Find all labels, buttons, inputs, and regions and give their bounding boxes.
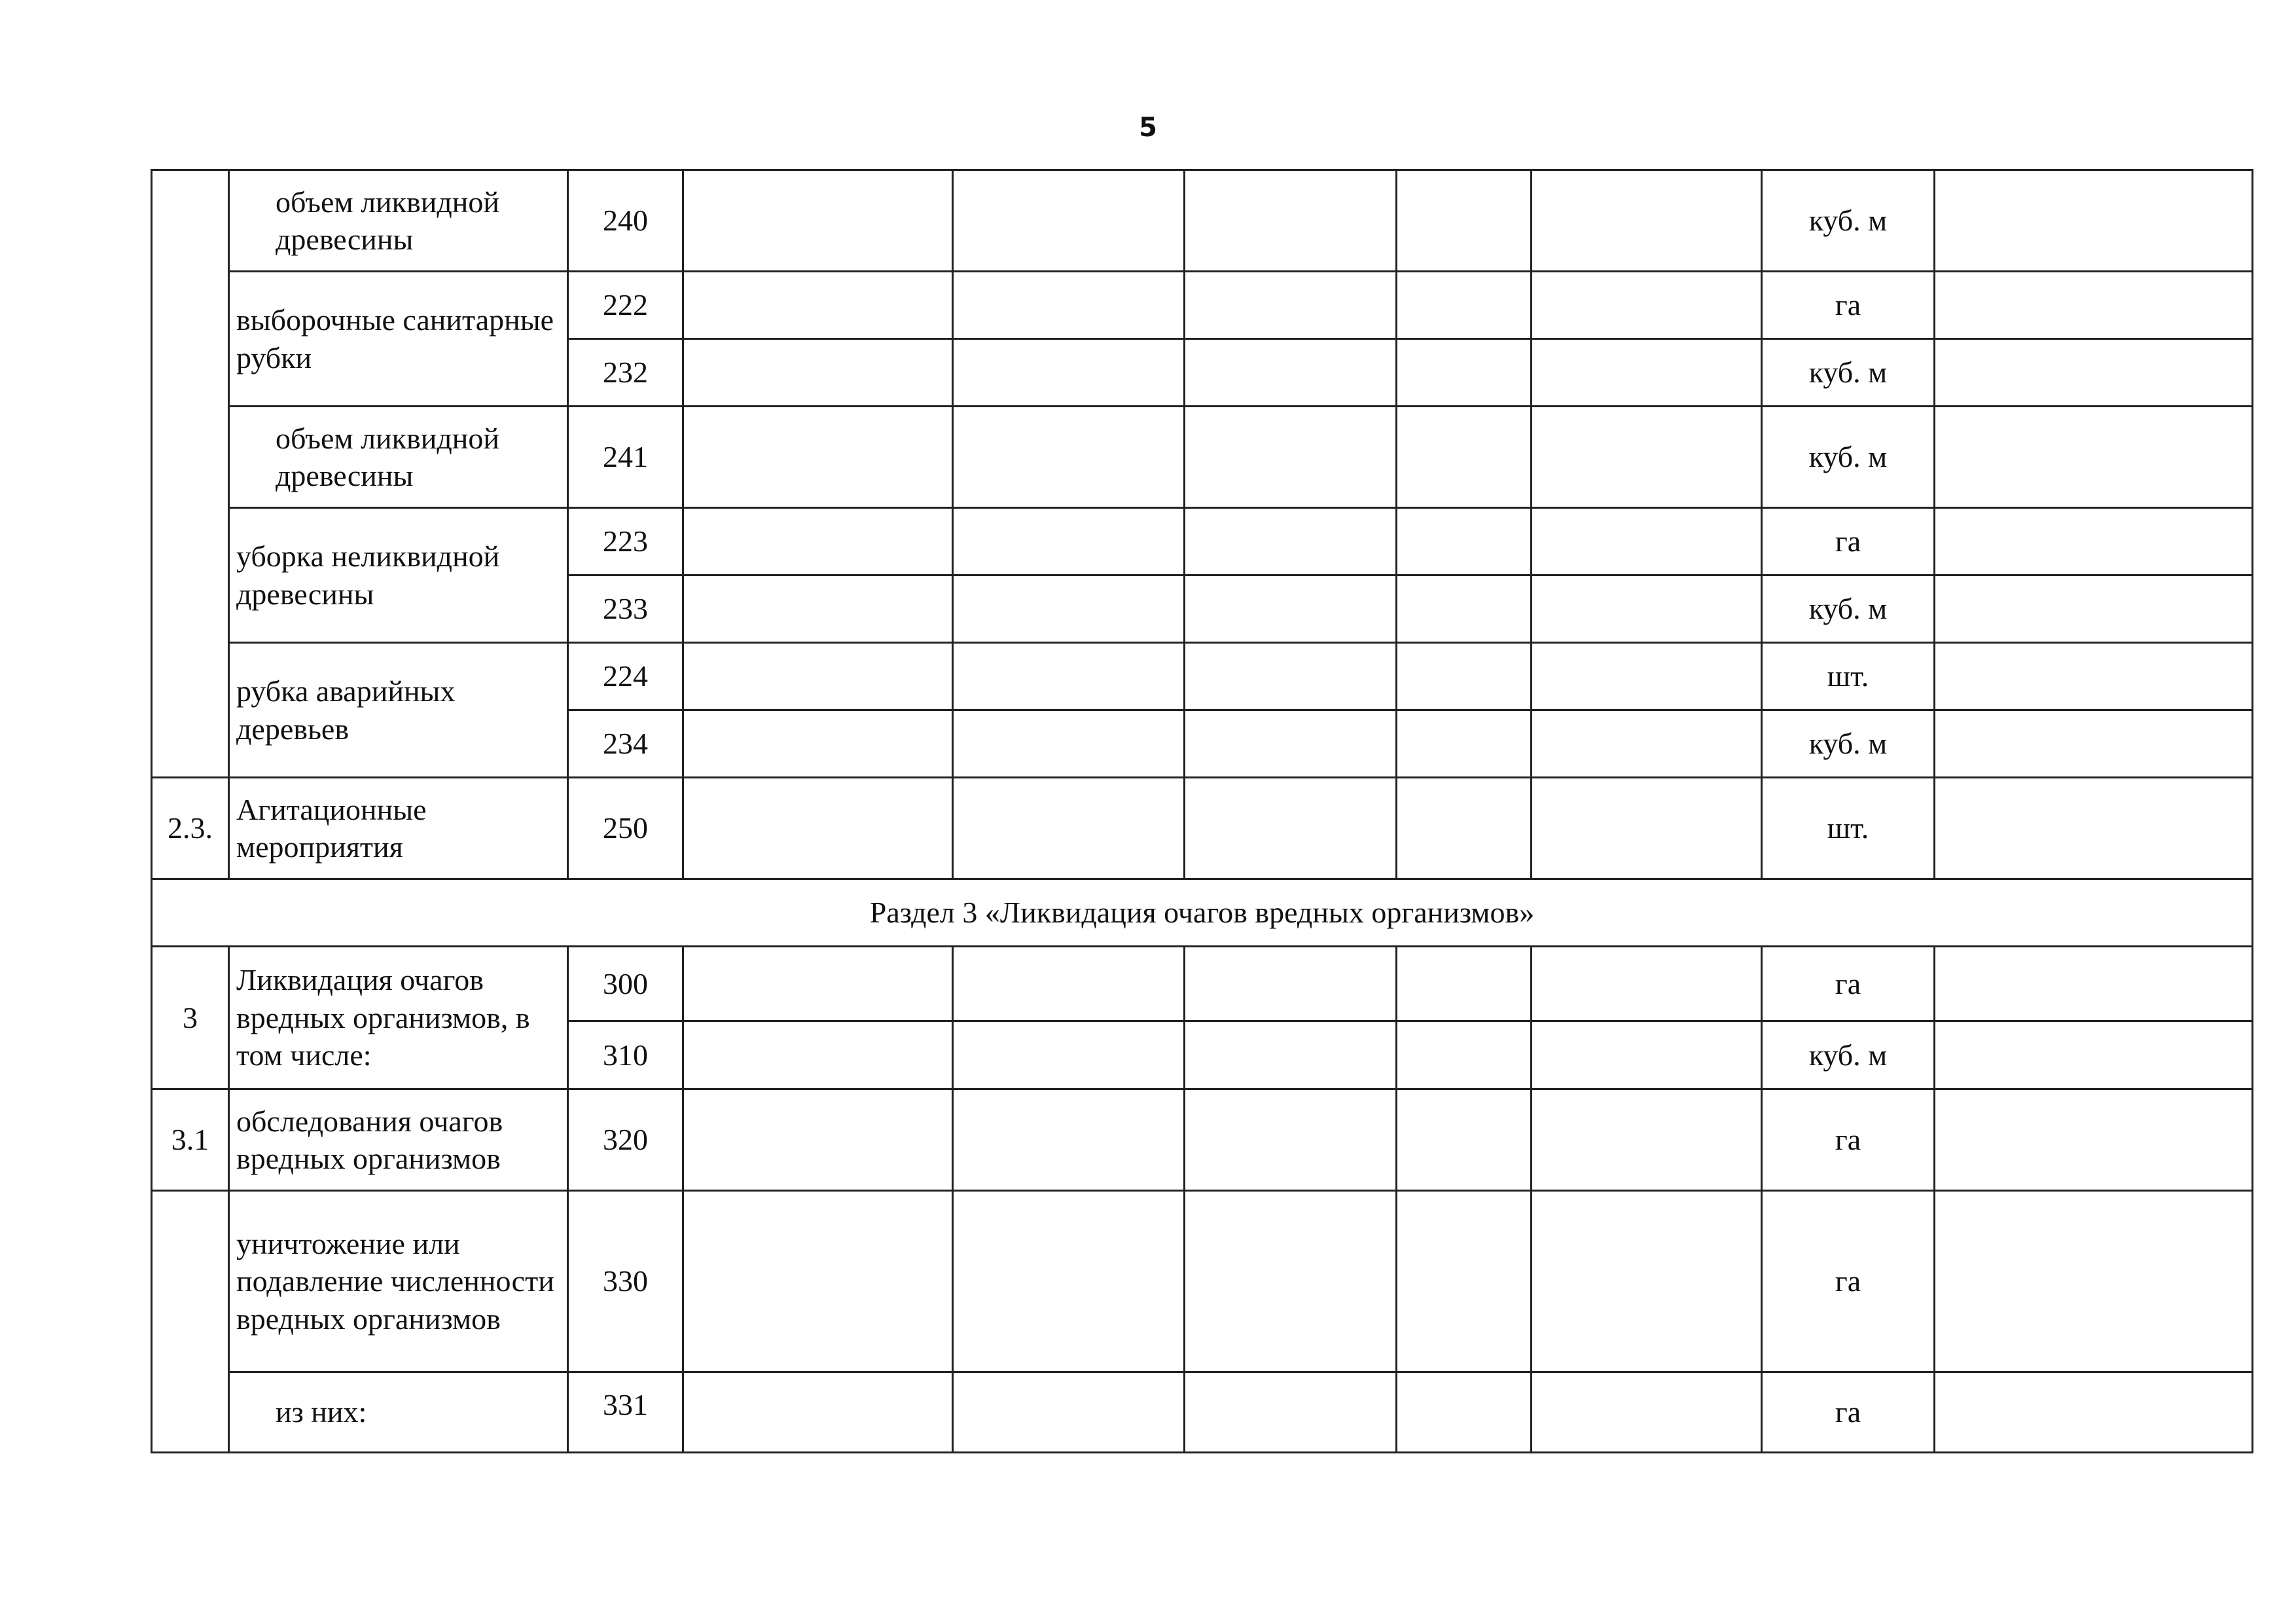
data-cell (953, 1089, 1185, 1191)
row-unit: куб. м (1762, 1021, 1935, 1089)
data-cell (683, 1191, 953, 1372)
row-number: 2.3. (152, 778, 229, 879)
row-name: из них: (229, 1372, 568, 1453)
row-code: 300 (568, 947, 683, 1021)
data-cell (1935, 643, 2253, 710)
section-title: Раздел 3 «Ликвидация очагов вредных организмов» (152, 879, 2253, 947)
row-code: 224 (568, 643, 683, 710)
data-cell (953, 1191, 1185, 1372)
report-table (151, 169, 2253, 1453)
data-cell (1935, 170, 2253, 272)
data-cell (953, 947, 1185, 1021)
data-cell (1185, 575, 1397, 643)
row-unit: га (1762, 1372, 1935, 1453)
data-cell (953, 1021, 1185, 1089)
row-code: 232 (568, 339, 683, 407)
data-cell (1185, 1089, 1397, 1191)
data-cell (683, 575, 953, 643)
data-cell (953, 339, 1185, 407)
data-cell (1935, 407, 2253, 508)
data-cell (1397, 339, 1532, 407)
data-cell (1397, 272, 1532, 339)
row-code: 240 (568, 170, 683, 272)
data-cell (1397, 1372, 1532, 1453)
table-row (152, 1191, 2253, 1372)
data-cell (1185, 508, 1397, 575)
row-name: объем ликвидной древесины (229, 170, 568, 272)
data-cell (953, 710, 1185, 778)
data-cell (683, 1089, 953, 1191)
row-unit: га (1762, 1191, 1935, 1372)
row-code: 234 (568, 710, 683, 778)
data-cell (1532, 272, 1762, 339)
data-cell (1397, 710, 1532, 778)
data-cell (1397, 575, 1532, 643)
data-cell (683, 643, 953, 710)
data-cell (953, 575, 1185, 643)
data-cell (1532, 1089, 1762, 1191)
data-cell (953, 643, 1185, 710)
data-cell (683, 1372, 953, 1453)
data-cell (1185, 1372, 1397, 1453)
data-cell (953, 272, 1185, 339)
row-unit: га (1762, 947, 1935, 1021)
row-name: выборочные санитарные рубки (229, 272, 568, 407)
data-cell (1935, 339, 2253, 407)
row-name: объем ликвидной древесины (229, 407, 568, 508)
table-row (152, 947, 2253, 1021)
data-cell (1185, 710, 1397, 778)
data-cell (683, 1021, 953, 1089)
data-cell (1532, 778, 1762, 879)
row-number-cell (152, 170, 229, 778)
data-cell (683, 710, 953, 778)
row-code: 241 (568, 407, 683, 508)
data-cell (1397, 1191, 1532, 1372)
table-row (152, 407, 2253, 508)
row-name: уничтожение или подавление численности вредных организмов (229, 1191, 568, 1372)
row-number: 3.1 (152, 1089, 229, 1191)
data-cell (1935, 710, 2253, 778)
row-name: рубка аварийных деревьев (229, 643, 568, 778)
data-cell (1935, 1089, 2253, 1191)
data-cell (1185, 947, 1397, 1021)
row-code: 331 (568, 1372, 683, 1453)
data-cell (683, 170, 953, 272)
data-cell (1185, 1191, 1397, 1372)
row-unit: шт. (1762, 643, 1935, 710)
data-cell (1532, 508, 1762, 575)
page-number: 5 (1139, 113, 1157, 143)
data-cell (1185, 778, 1397, 879)
data-cell (953, 508, 1185, 575)
data-cell (953, 778, 1185, 879)
row-unit: га (1762, 272, 1935, 339)
data-cell (683, 272, 953, 339)
row-name: Агитационные мероприятия (229, 778, 568, 879)
data-cell (683, 407, 953, 508)
row-code: 233 (568, 575, 683, 643)
row-unit: куб. м (1762, 575, 1935, 643)
section-header-row (152, 879, 2253, 947)
row-unit: куб. м (1762, 339, 1935, 407)
row-name: уборка неликвидной древесины (229, 508, 568, 643)
data-cell (1935, 1372, 2253, 1453)
data-cell (1532, 1191, 1762, 1372)
row-name: Ликвидация очагов вредных организмов, в том числе: (229, 947, 568, 1089)
data-cell (1532, 339, 1762, 407)
data-cell (683, 508, 953, 575)
table-row (152, 1089, 2253, 1191)
table-row (152, 508, 2253, 575)
data-cell (1532, 1021, 1762, 1089)
data-cell (1935, 508, 2253, 575)
row-unit: шт. (1762, 778, 1935, 879)
data-cell (1397, 1021, 1532, 1089)
data-cell (1532, 643, 1762, 710)
row-number-cell (152, 1191, 229, 1453)
row-unit: га (1762, 1089, 1935, 1191)
data-cell (1532, 575, 1762, 643)
data-cell (1532, 947, 1762, 1021)
data-cell (1185, 1021, 1397, 1089)
table-row (152, 272, 2253, 339)
data-cell (1397, 778, 1532, 879)
data-cell (1935, 575, 2253, 643)
data-cell (1185, 339, 1397, 407)
row-code: 223 (568, 508, 683, 575)
row-code: 222 (568, 272, 683, 339)
data-cell (1397, 407, 1532, 508)
table-row (152, 643, 2253, 710)
data-cell (1185, 170, 1397, 272)
data-cell (953, 407, 1185, 508)
data-cell (1532, 710, 1762, 778)
data-cell (1397, 1089, 1532, 1191)
table-row (152, 778, 2253, 879)
row-number: 3 (152, 947, 229, 1089)
row-code: 320 (568, 1089, 683, 1191)
data-cell (683, 778, 953, 879)
row-code: 250 (568, 778, 683, 879)
data-cell (1935, 947, 2253, 1021)
row-unit: га (1762, 508, 1935, 575)
data-cell (1532, 1372, 1762, 1453)
row-unit: куб. м (1762, 710, 1935, 778)
row-unit: куб. м (1762, 407, 1935, 508)
table-row (152, 170, 2253, 272)
data-cell (1532, 170, 1762, 272)
data-cell (1397, 170, 1532, 272)
data-cell (953, 1372, 1185, 1453)
data-cell (683, 339, 953, 407)
data-cell (1935, 1021, 2253, 1089)
data-cell (1185, 407, 1397, 508)
table-row (152, 1372, 2253, 1453)
data-cell (683, 947, 953, 1021)
data-cell (1397, 643, 1532, 710)
row-code: 330 (568, 1191, 683, 1372)
data-cell (1532, 407, 1762, 508)
data-cell (1935, 1191, 2253, 1372)
data-cell (1935, 272, 2253, 339)
data-cell (1935, 778, 2253, 879)
data-cell (1397, 508, 1532, 575)
data-cell (1397, 947, 1532, 1021)
data-cell (1185, 643, 1397, 710)
data-cell (1185, 272, 1397, 339)
row-unit: куб. м (1762, 170, 1935, 272)
row-name: обследования очагов вредных организмов (229, 1089, 568, 1191)
row-code: 310 (568, 1021, 683, 1089)
data-cell (953, 170, 1185, 272)
